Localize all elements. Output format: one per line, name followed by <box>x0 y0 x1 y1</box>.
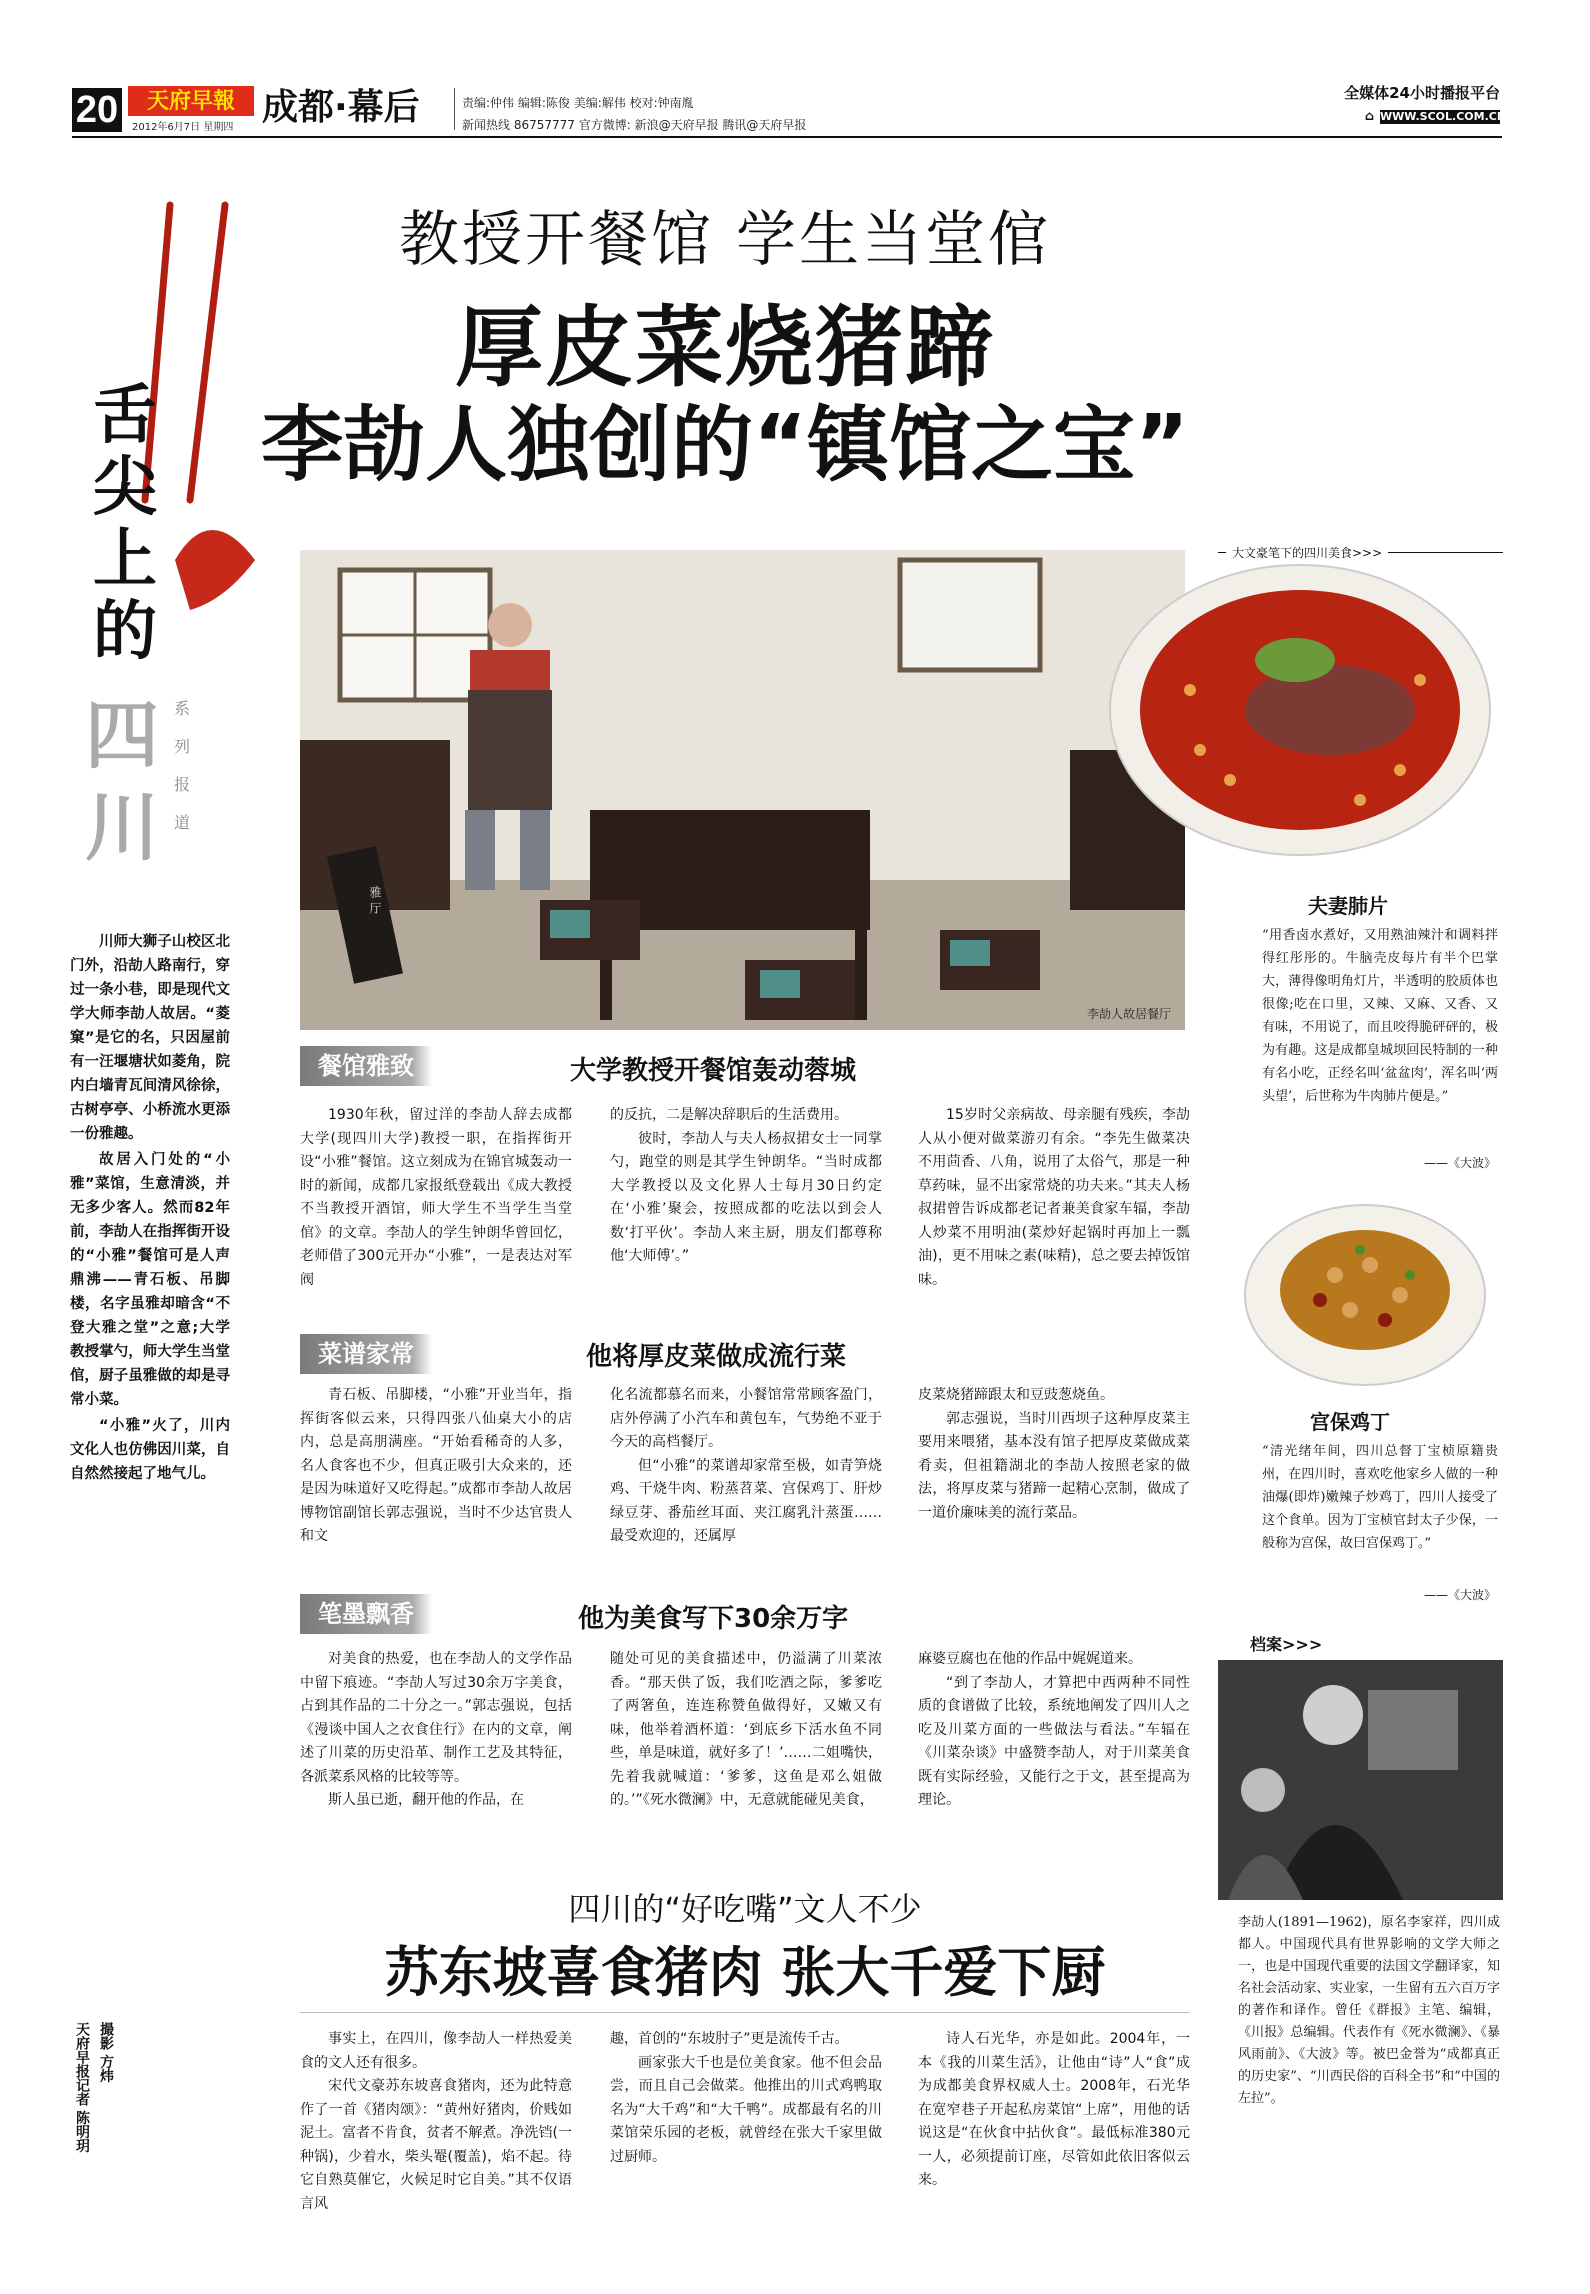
paragraph: “到了李劼人，才算把中西两种不同性质的食谱做了比较，系统地阐发了四川人之吃及川菜方面的一些做法与看法。”车辐在《川菜杂谈》中盛赞李劼人，对于川菜美食既有实际经验，又能行之于文，甚至提高为理论。 <box>918 1674 1190 1808</box>
paragraph: 郭志强说，当时川西坝子这种厚皮菜主要用来喂猪，基本没有馆子把厚皮菜做成菜肴卖，但祖籍湖北的李劼人按照老家的做法，将厚皮菜与猪蹄一起精心烹制，做成了一道价廉味美的流行菜品。 <box>918 1410 1190 1521</box>
series-label-small: 系列报道 <box>173 699 190 832</box>
dish-source-fuqi-feipian: ——《大波》 <box>1423 1156 1496 1170</box>
sub-article-col-2 <box>610 2028 882 2169</box>
website-banner <box>1240 109 1507 124</box>
reporter-credit: 天府早报记者 陈明玥 <box>74 2022 90 2153</box>
paragraph: 宋代文豪苏东坡喜食猪肉，还为此特意作了一首《猪肉颂》：“黄州好猪肉，价贱如泥土。富者不肯食，贫者不解煮。净洗铛(一种锅)，少着水，柴头罨(覆盖)，焰不起。待它自熟莫催它，火候足时它自美。”其不仅语言风 <box>300 2078 572 2212</box>
right-column-header <box>1218 544 1503 561</box>
archive-bio: 李劼人(1891—1962)，原名李家祥，四川成都人。中国现代具有世界影响的文学大师之一，也是中国现代重要的法国文学翻译家，知名社会活动家、实业家，一生留有五六百万字的著作和译作。曾任《群报》主笔、编辑，《川报》总编辑。代表作有《死水微澜》、《暴风雨前》、《大波》等。被巴金誉为“成都真正的历史家”、“川西民俗的百科全书”和“中国的左拉”。 <box>1238 1915 1500 2106</box>
section-3-col-2 <box>610 1648 882 1813</box>
credits-line-1: 责编:仲伟 编辑:陈俊 美编:解伟 校对:钟南胤 <box>462 96 694 110</box>
section-2-col-3 <box>918 1384 1190 1525</box>
credits-line-2: 新闻热线 86757777 官方微博: 新浪@天府早报 腾讯@天府早报 <box>462 118 807 132</box>
section-1-col-1 <box>300 1104 572 1292</box>
dish-photo-fuqi-feipian <box>1100 560 1500 880</box>
headline-main: 厚皮菜烧猪蹄 <box>454 296 995 399</box>
issue-date: 2012年6月7日 星期四 <box>132 122 234 133</box>
dish-title-gongbao-jiding: 宫保鸡丁 <box>1310 1410 1390 1434</box>
paragraph: 诗人石光华，亦是如此。2004年，一本《我的川菜生活》，让他由“诗”人“食”成为成都美食界权威人士。2008年，石光华在宽窄巷子开起私房菜馆“上席”，用他的话说这是“在伙食中拈伙食”。最低标准380元一人，必须提前订座，尽管如此依旧客似云来。 <box>918 2031 1190 2188</box>
headline-kicker: 教授开餐馆 学生当堂倌 <box>398 205 1052 275</box>
paragraph: 青石板、吊脚楼，“小雅”开业当年，指挥街客似云来，只得四张八仙桌大小的店内，总是高朋满座。“开始看稀奇的人多，名人食客也不少，但真正吸引大众来的，还是因为味道好又吃得起。”成都市李劼人故居博物馆副馆长郭志强说，当时不少达官贵人和文 <box>300 1387 572 1544</box>
section-tag-2: 菜谱家常 <box>300 1334 432 1374</box>
sub-article-col-1 <box>300 2028 572 2216</box>
archive-portrait <box>1218 1660 1503 1900</box>
paragraph: 的反抗，二是解决辞职后的生活费用。 <box>610 1107 848 1123</box>
website-url[interactable]: WWW.SCOL.COM.CN <box>1380 109 1507 123</box>
main-photo-restaurant <box>300 550 1185 1030</box>
photo-caption: 李劼人故居餐厅 <box>1086 1007 1171 1021</box>
section-name: 成都·幕后 <box>262 87 420 128</box>
paragraph: 斯人虽已逝，翻开他的作品，在 <box>328 1792 524 1808</box>
header-tick <box>1218 552 1226 553</box>
archive-label: 档案>>> <box>1250 1635 1323 1654</box>
series-brush-title: 舌尖上的 <box>93 378 157 669</box>
section-3-col-1 <box>300 1648 572 1813</box>
section-title-1: 大学教授开餐馆轰动蓉城 <box>570 1056 857 1086</box>
paragraph: 15岁时父亲病故、母亲腿有残疾，李劼人从小便对做菜游刃有余。“李先生做菜决不用茴香、八角，说用了太俗气，那是一种草药味，显不出家常烧的功夫来。”其夫人杨叔捃曾告诉成都老记者兼美食家车辐，李劼人炒菜不用明油(菜炒好起锅时再加上一瓢油)，更不用味之素(味精)，总之要去掉饭馆味。 <box>918 1107 1190 1288</box>
section-tag-1: 餐馆雅致 <box>300 1046 432 1086</box>
home-icon: ⌂ <box>1364 109 1374 124</box>
section-1-col-3 <box>918 1104 1190 1292</box>
paper-logo: 天府早報 <box>128 86 254 116</box>
series-label-big: 四川 <box>85 693 159 871</box>
dish-quote-gongbao-jiding: “清光绪年间，四川总督丁宝桢原籍贵州，在四川时，喜欢吃他家乡人做的一种油爆(即炸)嫩辣子炒鸡丁，四川人接受了这个食单。因为丁宝桢官封太子少保，一般称为宫保，故曰宫保鸡丁。” <box>1262 1444 1498 1551</box>
byline <box>72 2022 132 2153</box>
sub-article-kicker: 四川的“好吃嘴”文人不少 <box>568 1890 922 1928</box>
section-tag-3: 笔墨飘香 <box>300 1594 432 1634</box>
section-1-col-2 <box>610 1104 882 1269</box>
intro-paragraph: “小雅”火了，川内文化人也仿佛因川菜，自自然然接起了地气儿。 <box>70 1418 230 1482</box>
platform-slogan: 全媒体24小时播报平台 <box>1344 84 1500 102</box>
masthead-divider <box>454 88 455 130</box>
paragraph: 事实上，在四川，像李劼人一样热爱美食的文人还有很多。 <box>300 2031 572 2071</box>
section-title-3: 他为美食写下30余万字 <box>578 1604 849 1634</box>
section-2-col-1 <box>300 1384 572 1549</box>
paragraph: 但“小雅”的菜谱却家常至极，如青笋烧鸡、干烧牛肉、粉蒸苕菜、宫保鸡丁、肝炒绿豆芽、番茄丝耳面、夹江腐乳汁蒸蛋……最受欢迎的，还属厚 <box>610 1457 882 1544</box>
dish-photo-gongbao-jiding <box>1240 1195 1490 1395</box>
paragraph: 1930年秋，留过洋的李劼人辞去成都大学(现四川大学)教授一职，在指挥街开设“小雅”餐馆。这立刻成为在锦官城轰动一时的新闻，成都几家报纸登载出《成大教授不当教授开酒馆，师大学生不当学生当堂倌》的文章。李劼人的学生钟朗华曾回忆，老师借了300元开办“小雅”，一是表达对军阀 <box>300 1107 572 1288</box>
paragraph: 麻婆豆腐也在他的作品中娓娓道来。 <box>918 1651 1142 1667</box>
dish-quote-fuqi-feipian: “用香卤水煮好，又用熟油辣汁和调料拌得红彤彤的。牛脑壳皮每片有半个巴掌大，薄得像明角灯片，半透明的胶质体也很像;吃在口里，又辣、又麻、又香、又有味，不用说了，而且咬得脆砰砰的，极为有趣。这是成都皇城坝回民特制的一种有名小吃，正经名叫‘盆盆肉’，浑名叫‘两头望’，后世称为牛肉肺片便是。” <box>1262 928 1498 1104</box>
headline-sub: 李劼人独创的“镇馆之宝” <box>261 398 1189 493</box>
paragraph: 对美食的热爱，也在李劼人的文学作品中留下痕迹。“李劼人写过30余万字美食，占到其作品的二十分之一。”郭志强说，包括《漫谈中国人之衣食住行》在内的文章，阐述了川菜的历史沿革、制作工艺及其特征，各派菜系风格的比较等等。 <box>300 1651 572 1785</box>
intro-paragraph: 川师大狮子山校区北门外，沿劼人路南行，穿过一条小巷，即是现代文学大师李劼人故居。“菱窠”是它的名，只因屋前有一汪堰塘状如菱角，院内白墙青瓦间清风徐徐，古树亭亭、小桥流水更添一份雅趣。 <box>70 934 230 1142</box>
page-number: 20 <box>72 88 122 132</box>
masthead-right <box>1240 82 1507 124</box>
paragraph: 彼时，李劼人与夫人杨叔捃女士一同掌勺，跑堂的则是其学生钟朗华。“当时成都大学教授以及文化界人士每月30日约定在‘小雅’聚会，按照成都的吃法以到会人数‘打平伙’。李劼人来主厨，朋友们都尊称他‘大师傅’。” <box>610 1130 882 1264</box>
intro-column <box>70 930 230 1488</box>
header-line <box>1388 552 1503 553</box>
room-sign: 雅 厅 <box>368 886 382 914</box>
masthead-rule <box>72 136 1502 138</box>
sub-article-rule <box>300 2012 1190 2013</box>
sub-article-col-3 <box>918 2028 1190 2193</box>
staff-credits <box>462 92 806 136</box>
archive-photo-li-jieren <box>1218 1660 1503 1900</box>
paragraph: 化名流都慕名而来，小餐馆常常顾客盈门，店外停满了小汽车和黄包车，气势绝不亚于今天的高档餐厅。 <box>610 1387 882 1450</box>
paragraph: 趣，首创的“东坡肘子”更是流传千古。 <box>610 2031 849 2047</box>
paragraph: 画家张大千也是位美食家。他不但会品尝，而且自己会做菜。他推出的川式鸡鸭取名为“大千鸡”和“大千鸭”。成都最有名的川菜馆荣乐园的老板，就曾经在张大千家里做过厨师。 <box>610 2054 882 2165</box>
photographer-credit: 撮影 方炜 <box>98 2022 114 2083</box>
paragraph: 随处可见的美食描述中，仍溢满了川菜浓香。“那天供了饭，我们吃酒之际，爹爹吃了两箸鱼，连连称赞鱼做得好，又嫩又有味，他举着酒杯道：‘到底乡下活水鱼不同些，单是味道，就好多了！’……二姐嘴快，先着我就喊道：‘爹爹，这鱼是邓么姐做的。’”《死水微澜》中，无意就能碰见美食， <box>610 1651 882 1808</box>
dish-title-fuqi-feipian: 夫妻肺片 <box>1308 894 1388 918</box>
intro-paragraph: 故居入门处的“小雅”菜馆，生意清淡，并无多少客人。然而82年前，李劼人在指挥街开设的“小雅”餐馆可是人声鼎沸——青石板、吊脚楼，名字虽雅却暗含“不登大雅之堂”之意;大学教授掌勺，师大学生当堂倌，厨子虽雅做的却是寻常小菜。 <box>70 1152 230 1408</box>
section-2-col-2 <box>610 1384 882 1549</box>
section-3-col-3 <box>918 1648 1190 1813</box>
paragraph: 皮菜烧猪蹄跟太和豆豉葱烧鱼。 <box>918 1387 1114 1403</box>
right-column-title: 大文豪笔下的四川美食>>> <box>1232 546 1383 560</box>
restaurant-scene <box>300 550 1185 1030</box>
section-title-2: 他将厚皮菜做成流行菜 <box>586 1342 847 1372</box>
sub-article-headline: 苏东坡喜食猪肉 张大千爱下厨 <box>384 1941 1106 2004</box>
dish-source-gongbao-jiding: ——《大波》 <box>1423 1588 1496 1602</box>
